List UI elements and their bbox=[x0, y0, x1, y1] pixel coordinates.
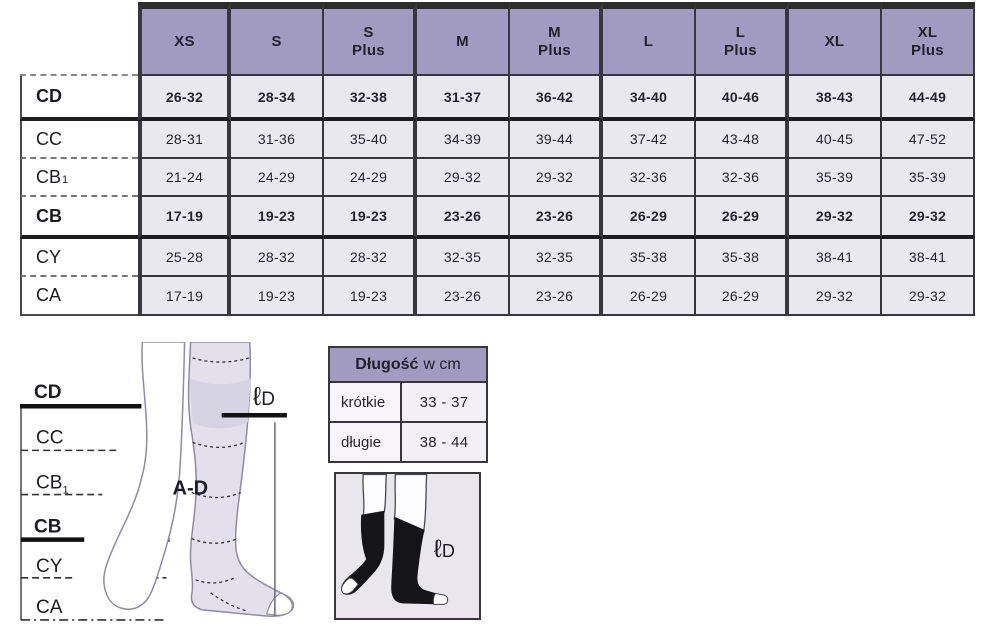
row-label-text: CC bbox=[36, 128, 62, 149]
size-cell: 29-32 bbox=[882, 197, 975, 239]
size-cell: 29-32 bbox=[789, 197, 882, 239]
col-header-line2: Plus bbox=[352, 41, 385, 59]
size-cell: 36-42 bbox=[510, 76, 603, 121]
size-cell: 38-43 bbox=[789, 76, 882, 121]
size-col-header bbox=[696, 2, 789, 76]
length-row-label: krótkie bbox=[330, 383, 402, 421]
stocking-knee-band bbox=[190, 378, 251, 428]
size-cell: 38-41 bbox=[789, 239, 882, 277]
size-cell: 26-29 bbox=[603, 197, 696, 239]
size-cell: 28-32 bbox=[324, 239, 417, 277]
size-cell: 19-23 bbox=[231, 197, 324, 239]
size-cell: 35-38 bbox=[603, 239, 696, 277]
diagram-label-cb1: $CB_1$ bbox=[36, 472, 69, 497]
size-cell: 32-35 bbox=[417, 239, 510, 277]
length-table bbox=[328, 346, 488, 463]
size-cell: 32-36 bbox=[696, 159, 789, 197]
size-cell: 32-36 bbox=[603, 159, 696, 197]
row-label-text: CA bbox=[36, 285, 62, 305]
row-label-subscript: 1 bbox=[62, 174, 69, 186]
bare-leg-shape bbox=[104, 342, 185, 609]
size-cell: 23-26 bbox=[417, 197, 510, 239]
row-label-text: CB bbox=[36, 205, 62, 226]
leg-diagram-svg bbox=[12, 342, 317, 638]
sock-illustration-box bbox=[334, 472, 481, 620]
size-cell: 19-23 bbox=[324, 277, 417, 316]
size-cell: 24-29 bbox=[231, 159, 324, 197]
size-cell: 31-36 bbox=[231, 121, 324, 159]
size-cell: 35-39 bbox=[789, 159, 882, 197]
row-label bbox=[20, 197, 138, 239]
size-cell: 29-32 bbox=[789, 277, 882, 316]
size-cell: 39-44 bbox=[510, 121, 603, 159]
size-cell: 44-49 bbox=[882, 76, 975, 121]
size-cell: 29-32 bbox=[510, 159, 603, 197]
table-corner-cell bbox=[20, 2, 138, 76]
diagram-label-cc: CC bbox=[36, 427, 64, 449]
sock-front-toe-cap bbox=[433, 593, 447, 604]
size-cell: 23-26 bbox=[510, 277, 603, 316]
col-header-line1: XS bbox=[174, 32, 195, 50]
size-cell: 17-19 bbox=[138, 277, 231, 316]
length-row-value: 33 - 37 bbox=[402, 383, 486, 421]
diagram-label-ld: ℓD bbox=[252, 381, 276, 412]
size-cell: 35-39 bbox=[882, 159, 975, 197]
size-cell: 26-29 bbox=[696, 277, 789, 316]
size-cell: 26-29 bbox=[603, 277, 696, 316]
size-cell: 35-38 bbox=[696, 239, 789, 277]
length-row-label: długie bbox=[330, 423, 402, 461]
row-label-text: CD bbox=[36, 86, 62, 106]
length-row-value: 38 - 44 bbox=[402, 423, 486, 461]
size-cell: 24-29 bbox=[324, 159, 417, 197]
size-cell: 19-23 bbox=[324, 197, 417, 239]
length-row-short bbox=[330, 383, 486, 421]
size-cell: 26-29 bbox=[696, 197, 789, 239]
size-cell: 34-40 bbox=[603, 76, 696, 121]
col-header-line1: L bbox=[643, 32, 654, 50]
bare-shin-left bbox=[363, 475, 386, 517]
size-cell: 43-48 bbox=[696, 121, 789, 159]
size-cell: 29-32 bbox=[417, 159, 510, 197]
size-cell: 38-41 bbox=[882, 239, 975, 277]
length-table-header bbox=[330, 348, 486, 383]
size-cell: 25-28 bbox=[138, 239, 231, 277]
row-label bbox=[20, 76, 138, 121]
diagram-label-ca: CA bbox=[36, 596, 63, 618]
row-label bbox=[20, 121, 138, 159]
size-cell: 32-35 bbox=[510, 239, 603, 277]
size-col-header bbox=[138, 2, 231, 76]
size-cell: 23-26 bbox=[417, 277, 510, 316]
row-label bbox=[20, 159, 138, 197]
col-header-line2: Plus bbox=[911, 41, 944, 59]
col-header-line1: L bbox=[735, 24, 746, 42]
col-header-line1: XL bbox=[917, 24, 938, 42]
size-cell: 34-39 bbox=[417, 121, 510, 159]
size-cell: 26-32 bbox=[138, 76, 231, 121]
size-cell: 21-24 bbox=[138, 159, 231, 197]
leg-measurement-diagram bbox=[12, 342, 317, 643]
size-cell: 47-52 bbox=[882, 121, 975, 159]
size-cell: 28-31 bbox=[138, 121, 231, 159]
col-header-line1: M bbox=[456, 32, 469, 50]
sock-illustration-svg bbox=[336, 474, 479, 618]
size-cell: 17-19 bbox=[138, 197, 231, 239]
size-cell: 37-42 bbox=[603, 121, 696, 159]
length-row-long bbox=[330, 421, 486, 461]
size-cell: 23-26 bbox=[510, 197, 603, 239]
size-col-header bbox=[789, 2, 882, 76]
length-title-bold: Długość bbox=[355, 355, 419, 373]
diagram-label-cd: CD bbox=[34, 382, 62, 404]
size-cell: 19-23 bbox=[231, 277, 324, 316]
size-cell: 28-32 bbox=[231, 239, 324, 277]
size-cell: 32-38 bbox=[324, 76, 417, 121]
col-header-line2: Plus bbox=[724, 41, 757, 59]
size-col-header bbox=[324, 2, 417, 76]
row-label-text: CY bbox=[36, 246, 62, 267]
row-label-text: CB bbox=[36, 166, 62, 187]
diagram-label-cy: CY bbox=[36, 555, 63, 577]
size-col-header bbox=[417, 2, 510, 76]
row-label bbox=[20, 239, 138, 277]
size-col-header bbox=[603, 2, 696, 76]
size-cell: 31-37 bbox=[417, 76, 510, 121]
size-col-header bbox=[510, 2, 603, 76]
col-header-line2: Plus bbox=[538, 41, 571, 59]
col-header-line1: XL bbox=[824, 32, 845, 50]
size-cell: 28-34 bbox=[231, 76, 324, 121]
row-label bbox=[20, 277, 138, 316]
size-cell: 40-46 bbox=[696, 76, 789, 121]
sock-box-ld-label: ℓD bbox=[433, 535, 455, 564]
diagram-label-cb: CB bbox=[34, 516, 62, 538]
col-header-line1: S bbox=[363, 24, 374, 42]
size-cell: 29-32 bbox=[882, 277, 975, 316]
col-header-line1: S bbox=[271, 32, 282, 50]
size-cell: 40-45 bbox=[789, 121, 882, 159]
size-cell: 35-40 bbox=[324, 121, 417, 159]
diagram-label-ad: A-D bbox=[172, 477, 209, 500]
size-col-header bbox=[231, 2, 324, 76]
size-chart-table bbox=[20, 2, 975, 316]
length-title-rest: w cm bbox=[423, 355, 461, 373]
col-header-line1: M bbox=[548, 24, 561, 42]
size-col-header bbox=[882, 2, 975, 76]
